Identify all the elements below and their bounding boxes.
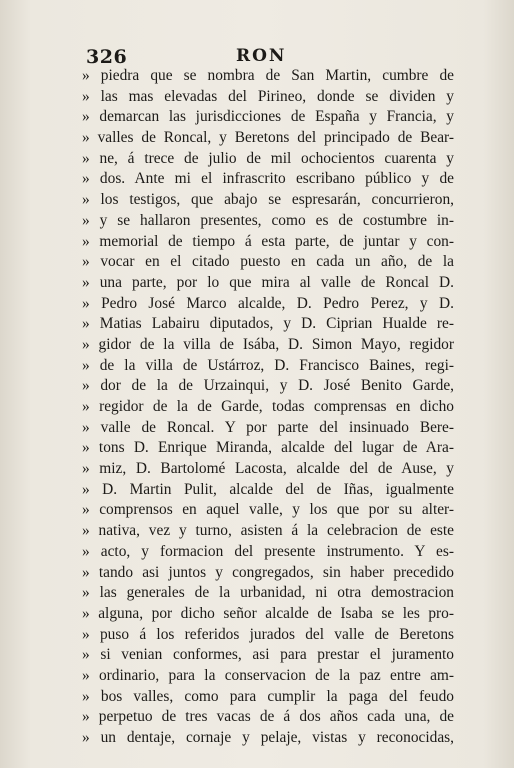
- text-line: » Pedro José Marco alcalde, D. Pedro Perez, y D.: [82, 294, 454, 312]
- text-line: » las generales de la urbanidad, ni otra demostracion: [82, 584, 454, 602]
- text-line: » valle de Roncal. Y por parte del insinuado Bere-: [82, 418, 454, 436]
- text-line: » vocar en el citado puesto en cada un año, de la: [82, 253, 454, 271]
- text-line: » las mas elevadas del Pirineo, donde se dividen y: [82, 87, 454, 105]
- text-line: » regidor de la de Garde, todas comprensas en dicho: [82, 398, 454, 415]
- text-line: » tando asi juntos y congregados, sin haber precedido: [82, 563, 454, 581]
- text-line: » demarcan las jurisdicciones de España y Francia, y: [82, 108, 454, 126]
- text-line: » puso á los referidos jurados del valle de Beretons: [82, 625, 454, 643]
- page-header: [86, 46, 448, 68]
- text-line: » si venian conformes, asi para prestar el juramento: [82, 646, 454, 664]
- text-line: » gidor de la villa de Isába, D. Simon Mayo, regidor: [82, 335, 454, 353]
- text-line: » dor de la de Urzainqui, y D. José Benito Garde,: [82, 377, 454, 395]
- text-line: » tons D. Enrique Miranda, alcalde del lugar de Ara-: [82, 439, 454, 457]
- text-line: » y se hallaron presentes, como es de costumbre in-: [82, 211, 454, 229]
- text-line: » perpetuo de tres vacas de á dos años cada una, de: [82, 708, 454, 726]
- running-head: RON: [236, 46, 287, 66]
- page-number: 326: [86, 46, 128, 68]
- text-line: » piedra que se nombra de San Martin, cumbre de: [82, 67, 454, 84]
- text-line: » alguna, por dicho señor alcalde de Isaba se les pro-: [82, 604, 454, 622]
- body-text: [82, 66, 454, 749]
- text-line: » de la villa de Ustárroz, D. Francisco Baines, regi-: [82, 356, 454, 374]
- text-line: » bos valles, como para cumplir la paga del feudo: [82, 687, 454, 705]
- text-line: » memorial de tiempo á esta parte, de juntar y con-: [82, 232, 454, 250]
- text-line: » ordinario, para la conservacion de la paz entre am-: [82, 666, 454, 684]
- text-line: » Matias Labairu diputados, y D. Ciprian Hualde re-: [82, 315, 454, 333]
- text-line: » miz, D. Bartolomé Lacosta, alcalde del de Ause, y: [82, 460, 454, 478]
- text-line: » una parte, por lo que mira al valle de Roncal D.: [82, 273, 454, 291]
- text-line: » los testigos, que abajo se espresarán, concurrieron,: [82, 191, 454, 209]
- text-line: » D. Martin Pulit, alcalde del de Iñas, igualmente: [82, 480, 454, 498]
- text-line: » un dentaje, cornaje y pelaje, vistas y reconocidas,: [82, 729, 454, 746]
- text-line: » comprensos en aquel valle, y los que por su alter-: [82, 501, 454, 519]
- text-line: » acto, y formacion del presente instrumento. Y es-: [82, 542, 454, 560]
- text-line: » dos. Ante mi el infrascrito escribano público y de: [82, 170, 454, 188]
- text-line: » valles de Roncal, y Beretons del principado de Bear-: [82, 129, 454, 147]
- text-line: » nativa, vez y turno, asisten á la celebracion de este: [82, 522, 454, 540]
- text-line: » ne, á trece de julio de mil ochocientos cuarenta y: [82, 149, 454, 167]
